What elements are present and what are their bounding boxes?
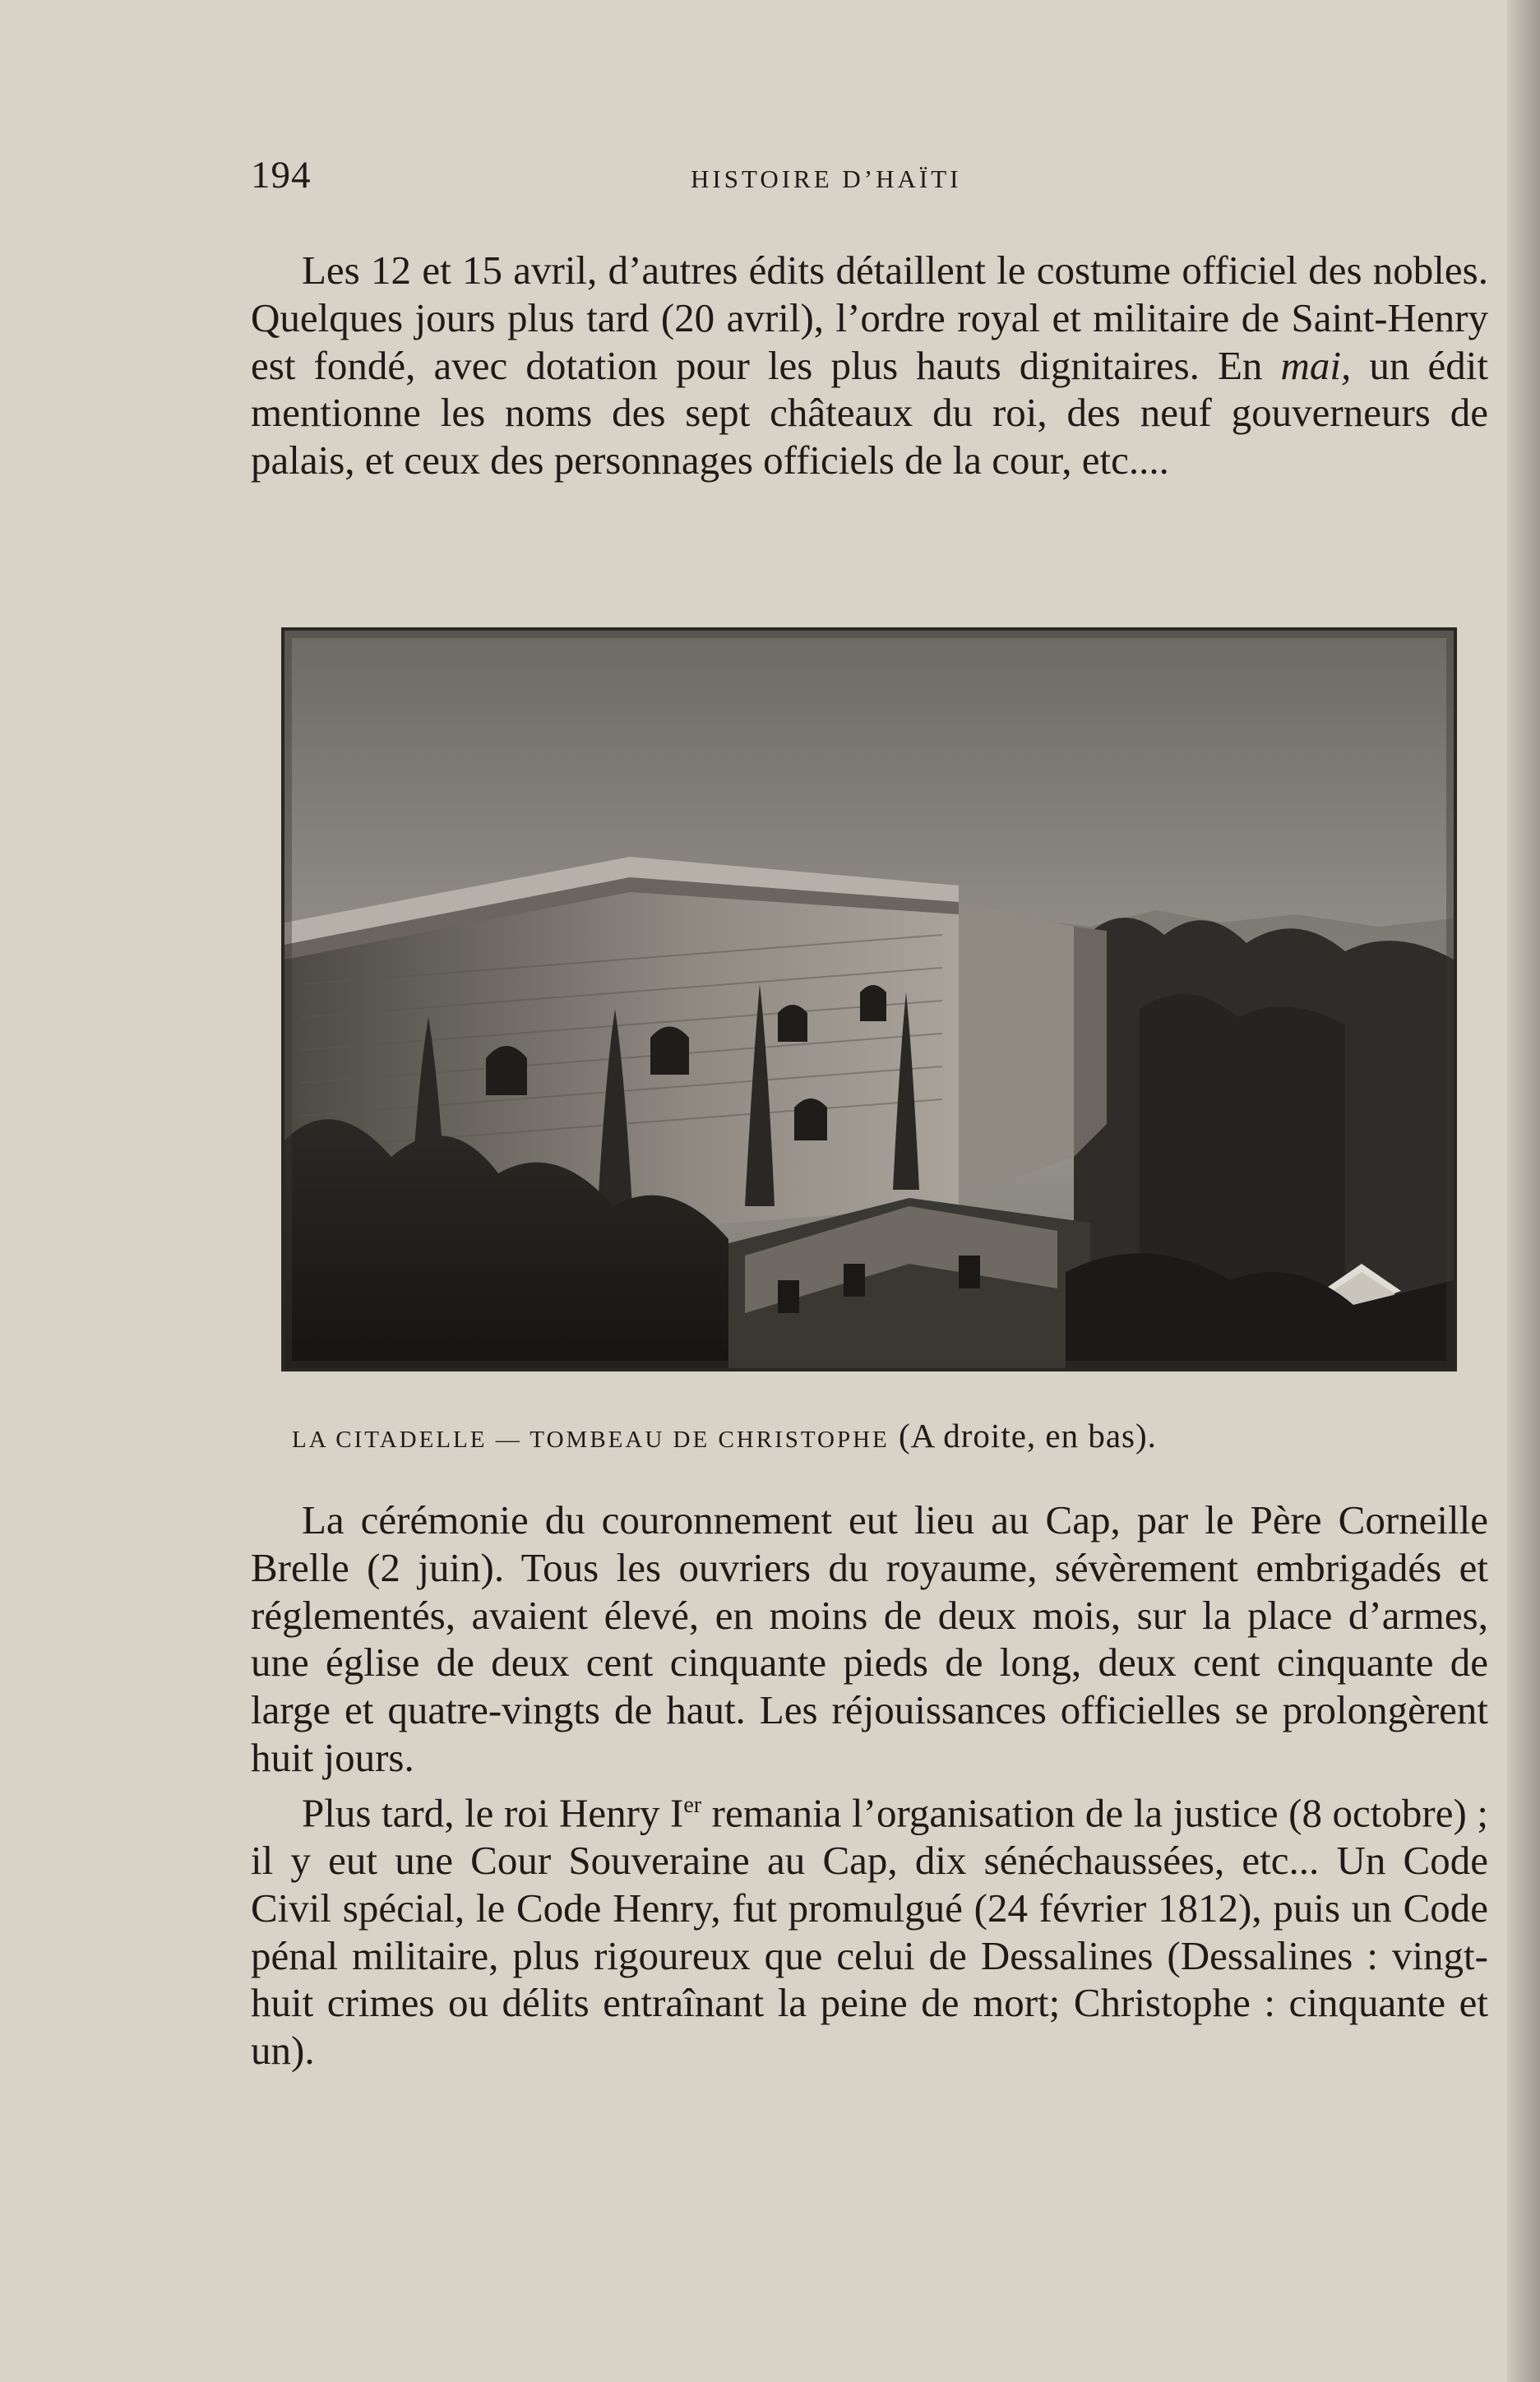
running-title: HISTOIRE D’HAÏTI	[691, 164, 962, 193]
page-edge	[1507, 0, 1540, 2382]
photo-illustration	[284, 631, 1454, 1368]
text-block-top	[251, 247, 1488, 484]
paragraph-text: remania l’organisation de la justice (8 octobre) ; il y eut une Cour Souveraine au Cap, dix sénéchaussées, etc... Un Code Civil spécial, le Code Henry, fut promulgué (24 février 1812), puis un Code pénal militaire, plus rigoureux que celui de Dessalines (Dessalines : vingt-huit crimes ou délits entraînant la peine de mort; Christophe : cinquante et un).	[251, 1790, 1488, 2074]
paragraph-text: un édit mentionne les noms des sept châteaux du roi, des neuf gouverneurs de palais, et ceux des personnages officiels de la cour, etc....	[251, 342, 1488, 483]
caption-title: LA CITADELLE — TOMBEAU DE CHRISTOPHE	[292, 1427, 890, 1453]
citadel-photograph	[281, 627, 1457, 1371]
paragraph	[251, 247, 1488, 484]
page-header	[251, 153, 1488, 202]
paragraph-text: Les 12 et 15 avril, d’autres édits détaillent le costume officiel des nobles. Quelques jours plus tard (20 avril), l’ordre royal et militaire de Saint-Henry est fondé, avec dotation pour les plus hauts dignitaires. En	[251, 247, 1488, 388]
paragraph-text: Plus tard, le roi Henry I	[302, 1790, 684, 1836]
superscript: er	[683, 1792, 702, 1818]
paragraph-italic: mai,	[1280, 342, 1352, 388]
paragraph: La cérémonie du couronnement eut lieu au Cap, par le Père Corneille Brelle (2 juin). Tous les ouvriers du royaume, sévèrement embrigadés et réglementés, avaient élevé, en moins de deux mois, sur la place d’armes, une église de deux cent cinquante pieds de long, deux cent cinquante de large et quatre-vingts de haut. Les réjouissances officielles se prolongèrent huit jours.	[251, 1497, 1488, 1780]
figure-caption	[292, 1416, 1459, 1455]
book-page	[251, 0, 1488, 2382]
caption-note: (A droite, en bas).	[889, 1417, 1157, 1455]
paragraph	[251, 1782, 1488, 2074]
text-block-bottom	[251, 1496, 1488, 2074]
page-number: 194	[251, 154, 312, 197]
